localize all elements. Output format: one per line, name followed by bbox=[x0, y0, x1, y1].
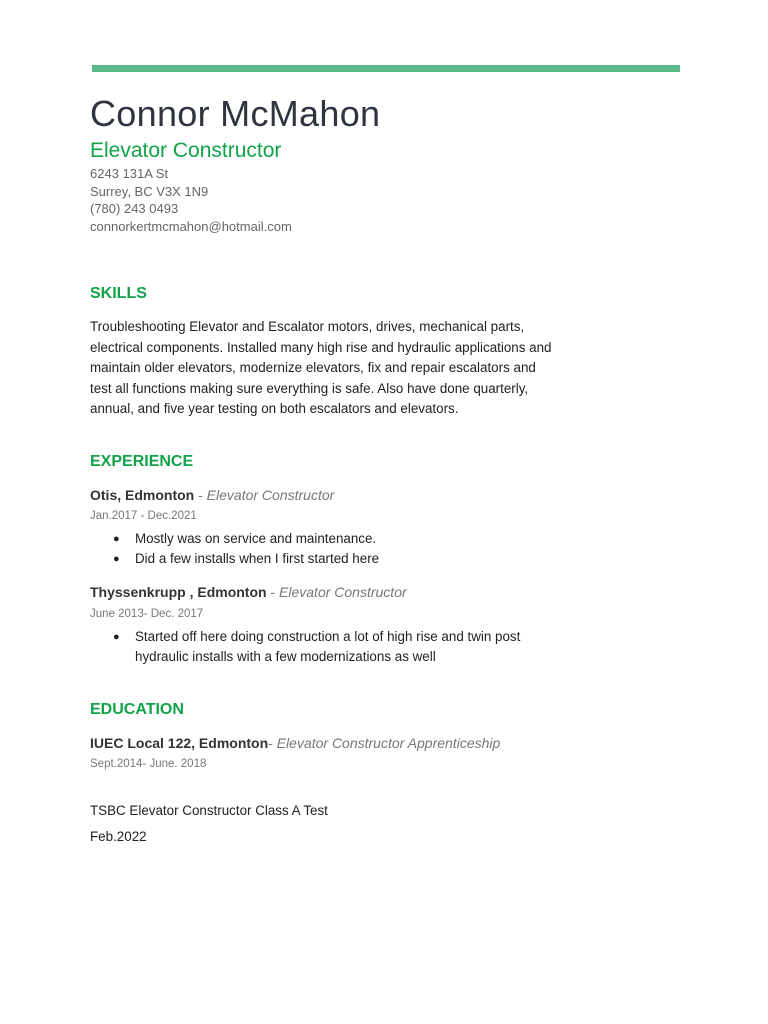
address-line-2: Surrey, BC V3X 1N9 bbox=[90, 183, 209, 199]
job-header-otis bbox=[90, 487, 334, 503]
email-address: connorkertmcmahon@hotmail.com bbox=[90, 219, 292, 235]
job-header-thyssenkrupp bbox=[90, 584, 407, 600]
school-separator: - bbox=[268, 735, 277, 751]
contact-block bbox=[90, 165, 292, 236]
candidate-name: Connor McMahon bbox=[90, 93, 381, 134]
job-bullets-otis bbox=[90, 529, 560, 569]
school-name: IUEC Local 122, Edmonton bbox=[90, 735, 269, 751]
phone-number: (780) 243 0493 bbox=[90, 201, 179, 217]
job-title: Elevator Constructor bbox=[206, 487, 335, 503]
job-dates: Jan.2017 - Dec.2021 bbox=[90, 510, 197, 522]
education-dates: Sept.2014- June. 2018 bbox=[90, 758, 207, 770]
address-line-1: 6243 131A St bbox=[90, 166, 169, 181]
program-title: Elevator Constructor Apprenticeship bbox=[276, 735, 501, 751]
job-separator: - bbox=[194, 487, 207, 503]
skills-line: electrical components. Installed many high rise and hydraulic applications and bbox=[90, 339, 552, 355]
job-separator: - bbox=[266, 584, 280, 600]
list-item: ● Did a few installs when I first started here bbox=[90, 549, 560, 569]
skills-paragraph bbox=[90, 317, 570, 420]
education-heading: EDUCATION bbox=[90, 701, 184, 718]
list-item: ● Started off here doing construction a lot of high rise and twin post hydraulic installs with a few modernizations as well bbox=[90, 627, 560, 667]
education-header bbox=[90, 735, 500, 751]
skills-heading: SKILLS bbox=[90, 285, 147, 302]
job-title: Elevator Constructor bbox=[279, 584, 407, 600]
candidate-role: Elevator Constructor bbox=[90, 139, 282, 162]
header-accent-rule bbox=[92, 65, 680, 72]
job-employer: Thyssenkrupp , Edmonton bbox=[90, 584, 267, 600]
certificate-date: Feb.2022 bbox=[90, 829, 147, 844]
job-employer: Otis, Edmonton bbox=[90, 487, 195, 503]
skills-line: annual, and five year testing on both escalators and elevators. bbox=[90, 401, 459, 416]
certificate-name: TSBC Elevator Constructor Class A Test bbox=[90, 803, 328, 818]
skills-line: maintain older elevators, modernize elevators, fix and repair escalators and bbox=[90, 360, 536, 375]
skills-line: test all functions making sure everything is safe. Also have done quarterly, bbox=[90, 380, 529, 396]
job-dates: June 2013- Dec. 2017 bbox=[90, 608, 204, 620]
job-bullets-thyssenkrupp bbox=[90, 627, 560, 667]
experience-heading: EXPERIENCE bbox=[90, 453, 194, 470]
list-item: ● Mostly was on service and maintenance. bbox=[90, 529, 560, 549]
skills-line: Troubleshooting Elevator and Escalator motors, drives, mechanical parts, bbox=[90, 319, 525, 334]
